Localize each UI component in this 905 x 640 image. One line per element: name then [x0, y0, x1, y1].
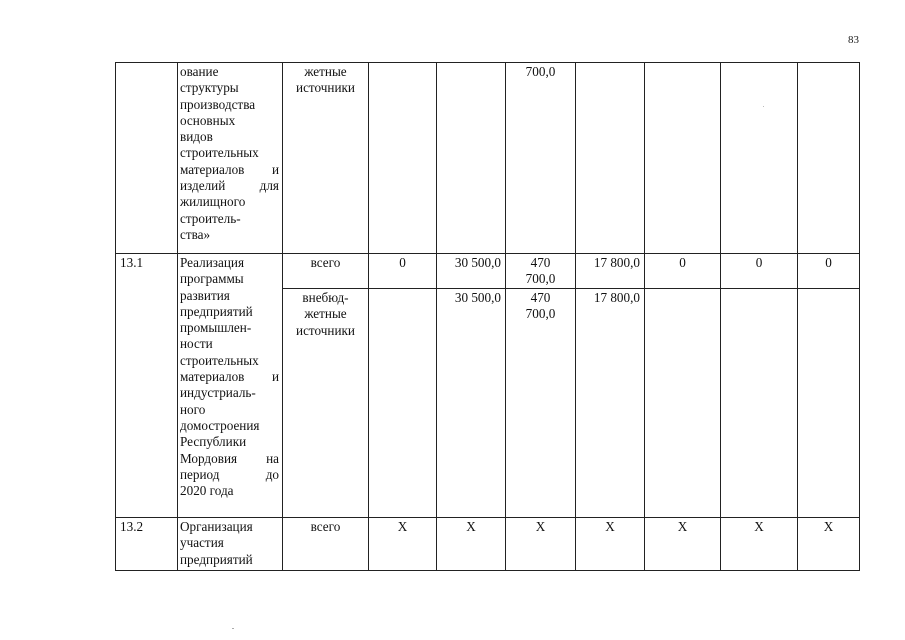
- activity-name-line: домостроения: [180, 417, 260, 433]
- value-cell: 17 800,0: [576, 289, 645, 518]
- value-cell: [798, 63, 860, 254]
- activity-name-line: ного: [180, 401, 206, 417]
- activity-name-line: промышлен-: [180, 320, 252, 336]
- activity-name-line: производства: [180, 96, 256, 112]
- activity-name-word: до: [265, 466, 279, 482]
- activity-name-line: видов: [180, 129, 213, 145]
- value-cell: Х: [576, 518, 645, 571]
- activity-name-word: на: [266, 450, 279, 466]
- activity-name-line: строитель-: [180, 210, 241, 226]
- activity-name-line: [180, 451, 279, 467]
- activity-name-line: ности: [180, 336, 213, 352]
- value-cell: [645, 63, 721, 254]
- row-number-cell: 13.2: [116, 518, 178, 571]
- value-cell: [645, 289, 721, 518]
- value-cell: 470 700,0: [506, 254, 576, 289]
- value-cell: [369, 63, 437, 254]
- activity-name-line: [180, 162, 279, 178]
- value-cell: 30 500,0: [437, 289, 506, 518]
- activity-name-line: ства»: [180, 226, 211, 242]
- activity-name-line: строительных: [180, 145, 259, 161]
- activity-name-line: программы: [180, 271, 244, 287]
- value-cell: [437, 63, 506, 254]
- funding-source-cell: всего: [283, 254, 369, 289]
- value-cell: Х: [645, 518, 721, 571]
- activity-name-word: и: [271, 161, 279, 177]
- value-cell: [576, 63, 645, 254]
- activity-name-line: жилищного: [180, 194, 246, 210]
- activity-name-line: ование: [180, 64, 219, 79]
- funding-source-cell: всего: [283, 518, 369, 571]
- value-cell: 30 500,0: [437, 254, 506, 289]
- value-cell: 470 700,0: [506, 289, 576, 518]
- value-cell: Х: [798, 518, 860, 571]
- value-cell: 0: [798, 254, 860, 289]
- activity-name-line: основных: [180, 112, 236, 128]
- activity-name-line: предприятий: [180, 303, 253, 319]
- row-number-cell: 13.1: [116, 254, 178, 518]
- row-number-cell: [116, 63, 178, 254]
- activity-name-line: предприятий: [180, 551, 253, 567]
- value-cell: 0: [369, 254, 437, 289]
- activity-name-line: 2020 года: [180, 483, 234, 499]
- value-cell: 17 800,0: [576, 254, 645, 289]
- value-cell: Х: [721, 518, 798, 571]
- activity-name-line: структуры: [180, 80, 239, 96]
- value-cell: Х: [506, 518, 576, 571]
- value-cell: 700,0: [506, 63, 576, 254]
- funding-source-cell: внебюд- жетные источники: [283, 289, 369, 518]
- scan-artifact: [763, 106, 764, 107]
- value-cell: [721, 289, 798, 518]
- value-cell: [369, 289, 437, 518]
- activity-name-word: и: [271, 369, 279, 385]
- activity-name-word: Мордовия: [180, 450, 238, 466]
- activity-name-line: Республики: [180, 434, 247, 450]
- activity-name-line: [180, 467, 279, 483]
- value-cell: 0: [645, 254, 721, 289]
- activity-name-line: строительных: [180, 352, 259, 368]
- page-number: 83: [848, 34, 859, 46]
- program-funding-table: [115, 62, 860, 571]
- activity-name-word: материалов: [180, 369, 245, 385]
- activity-name-word: период: [180, 466, 220, 482]
- value-cell: Х: [437, 518, 506, 571]
- activity-name-line: индустриаль-: [180, 385, 256, 401]
- table-row: [116, 518, 860, 571]
- activity-name-line: [180, 369, 279, 385]
- activity-name-word: для: [259, 178, 279, 194]
- activity-name-word: материалов: [180, 161, 245, 177]
- activity-name-cell: [178, 254, 283, 518]
- value-cell: [721, 63, 798, 254]
- scan-artifact: [232, 628, 234, 629]
- activity-name-cell: [178, 518, 283, 571]
- activity-name-cell: [178, 63, 283, 254]
- table-row: [116, 63, 860, 254]
- activity-name-line: Организация: [180, 519, 253, 534]
- activity-name-line: [180, 178, 279, 194]
- activity-name-line: развития: [180, 287, 230, 303]
- value-cell: [798, 289, 860, 518]
- value-cell: Х: [369, 518, 437, 571]
- funding-source-cell: жетные источники: [283, 63, 369, 254]
- activity-name-line: участия: [180, 535, 224, 551]
- activity-name-word: изделий: [180, 178, 226, 194]
- table-row: [116, 254, 860, 289]
- activity-name-line: Реализация: [180, 255, 245, 270]
- value-cell: 0: [721, 254, 798, 289]
